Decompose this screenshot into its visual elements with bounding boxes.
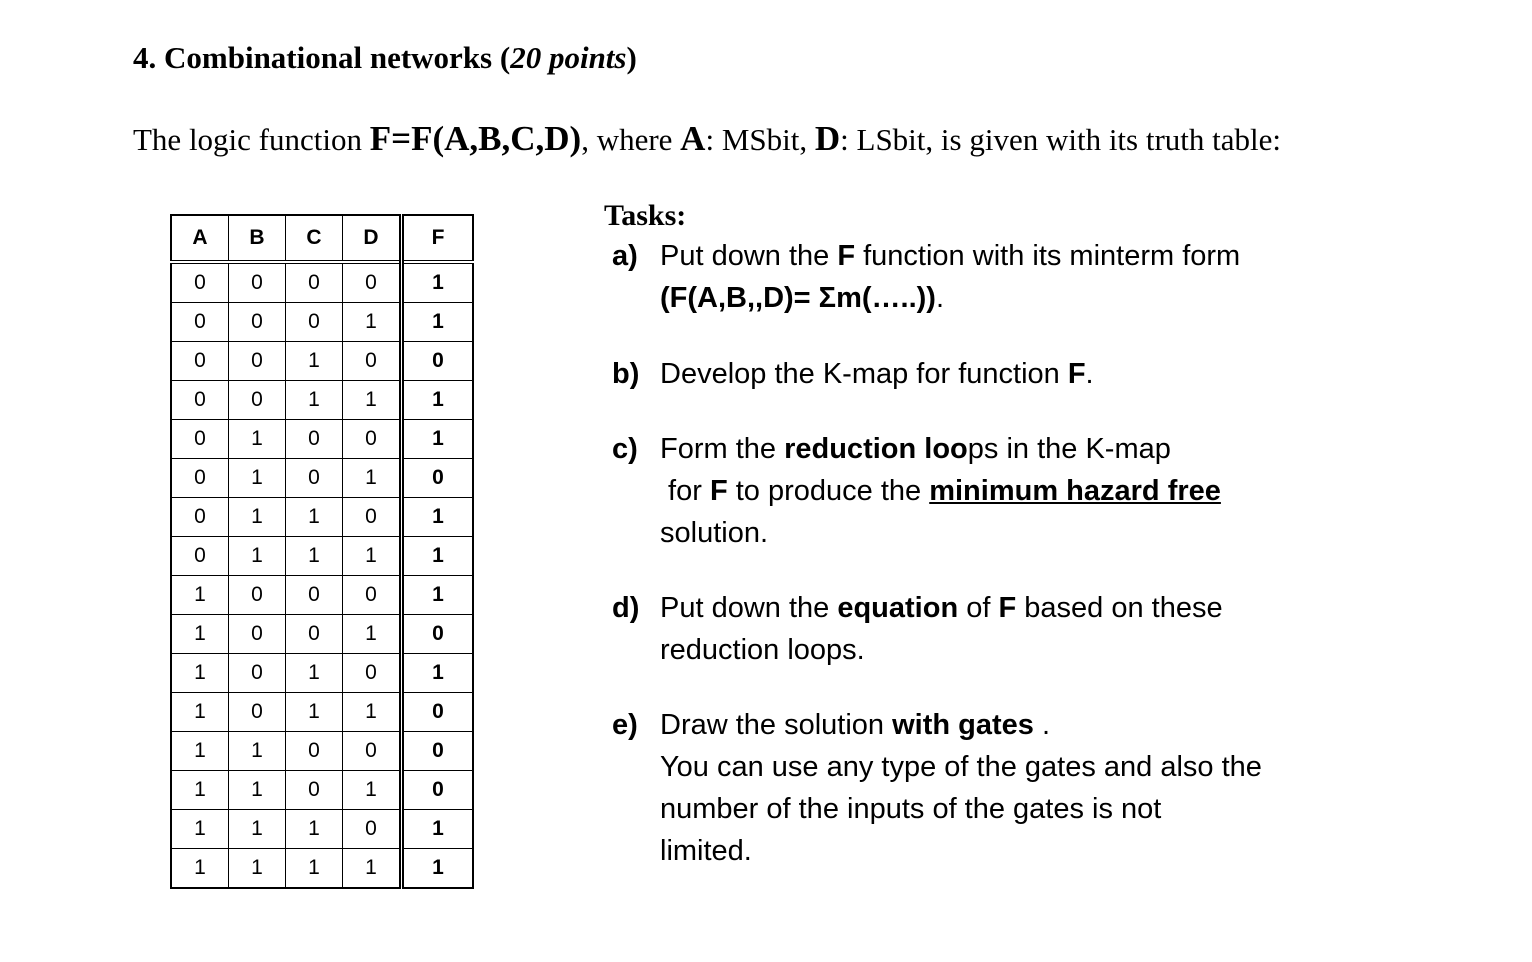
truth-table-row (171, 498, 473, 537)
truth-table-row (171, 303, 473, 342)
cell-f: 0 (402, 732, 474, 771)
cell-b: 0 (229, 654, 286, 693)
cell-d: 1 (343, 615, 402, 654)
cell-f: 0 (402, 693, 474, 732)
intro-lsb-var: D (814, 119, 841, 158)
cell-b: 1 (229, 498, 286, 537)
truth-table-row (171, 771, 473, 810)
heading-close: ) (626, 40, 637, 75)
task-c-line3: solution. (660, 517, 769, 549)
intro-function: F=F(A,B,C,D) (369, 119, 582, 158)
truth-table-header-row (171, 215, 473, 262)
cell-a: 0 (171, 342, 229, 381)
cell-b: 0 (229, 576, 286, 615)
cell-f: 0 (402, 459, 474, 498)
task-b-bold: F (1067, 358, 1086, 390)
cell-b: 1 (229, 537, 286, 576)
task-e-bold: with gates (892, 709, 1034, 741)
truth-table-row (171, 849, 473, 889)
intro-part1: The logic function (133, 122, 370, 157)
task-c-bold-2: F (709, 475, 728, 507)
task-d-bold-2: F (998, 592, 1017, 624)
truth-table-row (171, 654, 473, 693)
cell-d: 1 (343, 537, 402, 576)
task-e-text-2: . (1033, 709, 1051, 741)
truth-table-body (171, 262, 473, 888)
cell-d: 0 (343, 420, 402, 459)
cell-b: 1 (229, 732, 286, 771)
cell-c: 0 (286, 576, 343, 615)
truth-table-row (171, 537, 473, 576)
heading-points: 20 points (510, 40, 627, 75)
cell-d: 1 (343, 771, 402, 810)
cell-f: 0 (402, 342, 474, 381)
task-e-line3: number of the inputs of the gates is not (660, 793, 1162, 825)
task-e-label: e) (612, 709, 638, 741)
cell-f: 1 (402, 576, 474, 615)
cell-f: 1 (402, 849, 474, 889)
cell-c: 0 (286, 615, 343, 654)
task-c-label: c) (612, 433, 638, 465)
task-a-label: a) (612, 240, 638, 272)
cell-c: 0 (286, 303, 343, 342)
intro-part2: , where (581, 122, 681, 157)
cell-c: 1 (286, 693, 343, 732)
cell-d: 0 (343, 810, 402, 849)
cell-a: 0 (171, 459, 229, 498)
cell-f: 0 (402, 771, 474, 810)
task-b-period: . (1085, 358, 1094, 390)
task-d-bold: equation (837, 592, 959, 624)
cell-b: 0 (229, 342, 286, 381)
cell-f: 1 (402, 381, 474, 420)
cell-d: 0 (343, 732, 402, 771)
task-c-text-2: ps in the K-map (967, 433, 1171, 465)
task-c-text-3: for (660, 475, 710, 507)
task-d-text-3: based on these (1016, 592, 1223, 624)
cell-f: 0 (402, 615, 474, 654)
cell-a: 1 (171, 732, 229, 771)
cell-f: 1 (402, 654, 474, 693)
cell-d: 0 (343, 262, 402, 303)
cell-a: 1 (171, 654, 229, 693)
cell-d: 1 (343, 381, 402, 420)
task-d-label: d) (612, 592, 640, 624)
task-a-text-2: function with its minterm form (855, 240, 1241, 272)
cell-d: 1 (343, 693, 402, 732)
truth-table-row (171, 342, 473, 381)
truth-table-row (171, 810, 473, 849)
truth-table-row (171, 459, 473, 498)
task-a-text: Put down the (660, 240, 838, 272)
truth-table (170, 214, 474, 889)
cell-d: 0 (343, 576, 402, 615)
cell-d: 0 (343, 654, 402, 693)
cell-c: 1 (286, 381, 343, 420)
task-e-line4: limited. (660, 835, 752, 867)
cell-d: 1 (343, 849, 402, 889)
cell-a: 1 (171, 771, 229, 810)
cell-d: 1 (343, 459, 402, 498)
cell-b: 0 (229, 381, 286, 420)
task-e-line2: You can use any type of the gates and also the (660, 751, 1262, 783)
cell-a: 0 (171, 420, 229, 459)
task-d-text: Put down the (660, 592, 838, 624)
cell-c: 0 (286, 420, 343, 459)
cell-a: 1 (171, 849, 229, 889)
cell-f: 1 (402, 420, 474, 459)
task-c-emphasis: minimum hazard free (929, 475, 1221, 507)
intro-msb-var: A (680, 119, 706, 158)
cell-b: 0 (229, 615, 286, 654)
tasks-title: Tasks: (604, 199, 687, 232)
truth-table-row (171, 693, 473, 732)
cell-b: 1 (229, 420, 286, 459)
cell-b: 0 (229, 303, 286, 342)
cell-a: 0 (171, 498, 229, 537)
truth-table-row (171, 732, 473, 771)
task-c-text: Form the (660, 433, 785, 465)
cell-b: 0 (229, 262, 286, 303)
header-d: D (343, 215, 402, 262)
task-e-text: Draw the solution (660, 709, 893, 741)
task-c-bold: reduction loo (784, 433, 968, 465)
truth-table-row (171, 615, 473, 654)
cell-f: 1 (402, 498, 474, 537)
cell-b: 1 (229, 459, 286, 498)
cell-c: 1 (286, 342, 343, 381)
task-d-line2: reduction loops. (660, 634, 865, 666)
cell-a: 0 (171, 381, 229, 420)
cell-b: 1 (229, 849, 286, 889)
cell-f: 1 (402, 810, 474, 849)
cell-c: 0 (286, 732, 343, 771)
cell-c: 1 (286, 810, 343, 849)
truth-table-row (171, 381, 473, 420)
section-heading (133, 40, 637, 76)
truth-table-row (171, 576, 473, 615)
cell-c: 1 (286, 537, 343, 576)
truth-table-row (171, 262, 473, 303)
cell-a: 1 (171, 693, 229, 732)
task-b-text: Develop the K-map for function (660, 358, 1068, 390)
task-d-text-2: of (958, 592, 999, 624)
cell-f: 1 (402, 537, 474, 576)
cell-b: 1 (229, 810, 286, 849)
cell-f: 1 (402, 303, 474, 342)
cell-c: 1 (286, 654, 343, 693)
header-c: C (286, 215, 343, 262)
heading-text: 4. Combinational networks ( (133, 40, 511, 75)
intro-part4: : LSbit, is given with its truth table: (840, 122, 1282, 157)
cell-f: 1 (402, 262, 474, 303)
task-a-bold: F (837, 240, 856, 272)
task-c-text-4: to produce the (727, 475, 930, 507)
cell-a: 0 (171, 303, 229, 342)
cell-b: 0 (229, 693, 286, 732)
cell-a: 0 (171, 537, 229, 576)
cell-a: 0 (171, 262, 229, 303)
cell-d: 1 (343, 303, 402, 342)
header-f: F (402, 215, 474, 262)
task-a-formula: (F(A,B,,D)= Σm(…..)) (660, 282, 936, 314)
cell-c: 1 (286, 849, 343, 889)
task-a-period: . (935, 282, 945, 314)
truth-table-row (171, 420, 473, 459)
cell-c: 0 (286, 459, 343, 498)
cell-b: 1 (229, 771, 286, 810)
cell-c: 0 (286, 262, 343, 303)
cell-c: 0 (286, 771, 343, 810)
cell-d: 0 (343, 498, 402, 537)
task-b-label: b) (612, 358, 640, 390)
intro-part3: : MSbit, (705, 122, 815, 157)
problem-intro (133, 119, 1281, 159)
cell-a: 1 (171, 576, 229, 615)
header-a: A (171, 215, 229, 262)
cell-a: 1 (171, 810, 229, 849)
header-b: B (229, 215, 286, 262)
cell-d: 0 (343, 342, 402, 381)
cell-c: 1 (286, 498, 343, 537)
cell-a: 1 (171, 615, 229, 654)
